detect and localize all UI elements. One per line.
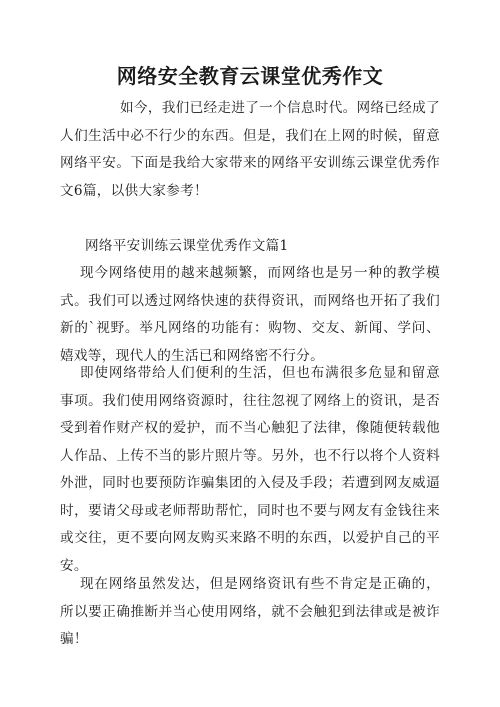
body-paragraph-2: 即使网络带给人们便利的生活，但也布满很多危显和留意事项。我们使用网络资源时，往往忽视了网络上的资讯，是否受到着作财产权的爱护，而不当心触犯了法律，像随便转载他人作品、上传不当的影片照片等。另外，也不行以将个人资料外泄，同时也要预防诈骗集团的入侵及手段；若遭到网友威逼时，要请父母或老师帮助帮忙，同时也不要与网友有金钱往来或交往，更不要向网友购买来路不明的东西，以爱护自己的平安。 (60, 365, 440, 574)
section-heading: 网络平安训练云课堂优秀作文篇1 (85, 238, 289, 254)
intro-paragraph: 如今，我们已经走进了一个信息时代。网络已经成了人们生活中必不行少的东西。但是，我们在上网的时候，留意网络平安。下面是我给大家带来的网络平安训练云课堂优秀作文6篇，以供大家参考！ (60, 100, 440, 199)
document-title: 网络安全教育云课堂优秀作文 (116, 64, 384, 88)
body-paragraph-3: 现在网络虽然发达，但是网络资讯有些不肯定是正确的，所以要正确推断并当心使用网络，就不会触犯到法律或是被诈骗！ (60, 576, 440, 647)
body-paragraph-1: 现今网络使用的越来越频繁，而网络也是另一种的教学模式。我们可以透过网络快速的获得资讯，而网络也开拓了我们新的`视野。举凡网络的功能有：购物、交友、新闻、学问、嬉戏等，现代人的生活已和网络密不行分。 (60, 265, 440, 364)
